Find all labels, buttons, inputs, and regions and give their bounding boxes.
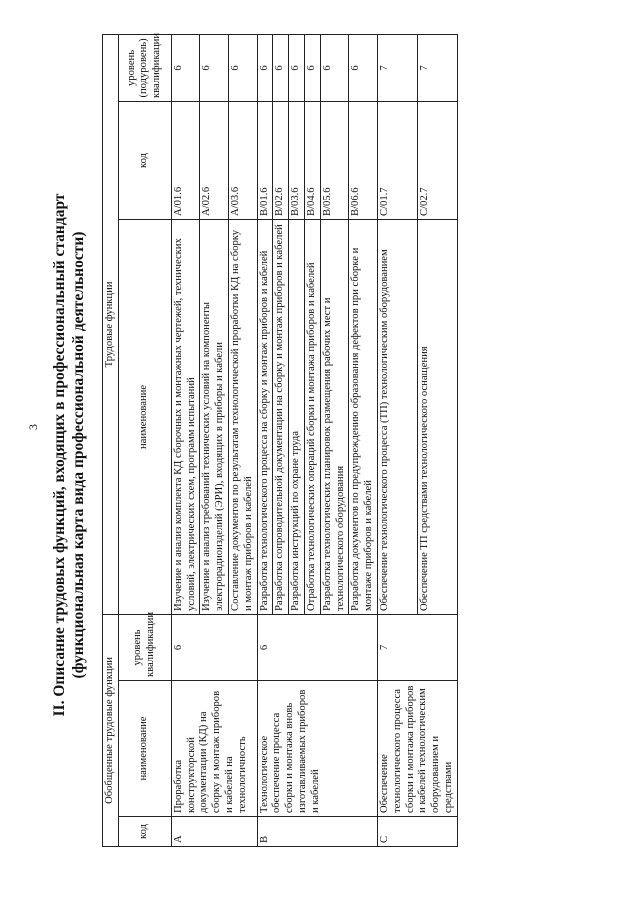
- function-name: Обеспечение технологического процесса (ТП) технологическим оборудованием: [377, 219, 417, 614]
- function-code: A/01.6: [171, 101, 200, 219]
- rotated-page-content: [50, 32, 625, 875]
- title-line-2: (функциональная карта вида профессиональной деятельности): [70, 231, 87, 679]
- function-level: 6: [228, 34, 257, 101]
- function-name: Обеспечение ТП средствами технологического оснащения: [417, 219, 457, 614]
- group-code: C: [377, 817, 457, 847]
- function-code: A/03.6: [228, 101, 257, 219]
- functional-map-table: [102, 34, 458, 847]
- function-level: 6: [273, 34, 289, 101]
- function-level: 7: [417, 34, 457, 101]
- page-number: 3: [26, 424, 40, 430]
- group-level: 6: [257, 614, 377, 680]
- function-code: C/01.7: [377, 101, 417, 219]
- group-level: 6: [171, 614, 257, 680]
- group-code: B: [257, 817, 377, 847]
- table-row: [377, 34, 417, 846]
- function-name: Отработка технологических операций сборки и монтажа приборов и кабелей: [304, 219, 320, 614]
- group-name: Технологическое обеспечение процесса сборки и монтажа вновь изготавливаемых приборов и кабелей: [257, 681, 377, 817]
- function-level: 6: [289, 34, 305, 101]
- function-code: B/01.6: [257, 101, 273, 219]
- header-row-2: [118, 34, 171, 846]
- header-function-level: уровень (подуровень) квалификации: [118, 34, 171, 101]
- function-code: B/06.6: [349, 101, 378, 219]
- function-name: Разработка сопроводительной документации на сборку и монтаж приборов и кабелей: [273, 219, 289, 614]
- function-code: B/02.6: [273, 101, 289, 219]
- function-level: 6: [200, 34, 229, 101]
- group-code: A: [171, 817, 257, 847]
- function-level: 6: [304, 34, 320, 101]
- function-level: 6: [349, 34, 378, 101]
- header-code: код: [118, 817, 171, 847]
- function-name: Изучение и анализ требований технических условий на компоненты электрорадиоизделий (ЭРИ), входящих в приборы и кабели: [200, 219, 229, 614]
- header-function-name: наименование: [118, 219, 171, 614]
- header-function-code: код: [118, 101, 171, 219]
- function-code: B/05.6: [320, 101, 349, 219]
- function-name: Разработка технологических планировок размещения рабочих мест и технологического оборудования: [320, 219, 349, 614]
- function-code: B/04.6: [304, 101, 320, 219]
- group-level: 7: [377, 614, 457, 680]
- group-name: Проработка конструкторской документации (КД) на сборку и монтаж приборов и кабелей на технологичность: [171, 681, 257, 817]
- table-row: [257, 34, 273, 846]
- function-level: 6: [320, 34, 349, 101]
- section-title: [50, 35, 100, 875]
- function-name: Разработка инструкций по охране труда: [289, 219, 305, 614]
- function-code: C/02.7: [417, 101, 457, 219]
- function-code: A/02.6: [200, 101, 229, 219]
- function-level: 6: [257, 34, 273, 101]
- title-line-1: II. Описание трудовых функций, входящих в профессиональный стандарт: [51, 193, 68, 717]
- table-row: [171, 34, 200, 846]
- function-level: 6: [171, 34, 200, 101]
- header-level: уровень квалификации: [118, 614, 171, 680]
- function-name: Разработка технологического процесса на сборку и монтаж приборов и кабелей: [257, 219, 273, 614]
- header-generalized-functions: Обобщенные трудовые функции: [103, 614, 119, 846]
- function-name: Разработка документов по предупреждению образования дефектов при сборке и монтаже приборов и кабелей: [349, 219, 378, 614]
- header-labor-functions: Трудовые функции: [103, 34, 119, 614]
- function-name: Изучение и анализ комплекта КД сборочных и монтажных чертежей, технических условий, электрических схем, программ испытаний: [171, 219, 200, 614]
- header-name: наименование: [118, 681, 171, 817]
- function-code: B/03.6: [289, 101, 305, 219]
- function-name: Составление документов по результатам технологической проработки КД на сборку и монтаж приборов и кабелей: [228, 219, 257, 614]
- header-row-1: [103, 34, 119, 846]
- function-level: 7: [377, 34, 417, 101]
- group-name: Обеспечение технологического процесса сборки и монтажа приборов и кабелей технологическим оборудованием и средствами: [377, 681, 457, 817]
